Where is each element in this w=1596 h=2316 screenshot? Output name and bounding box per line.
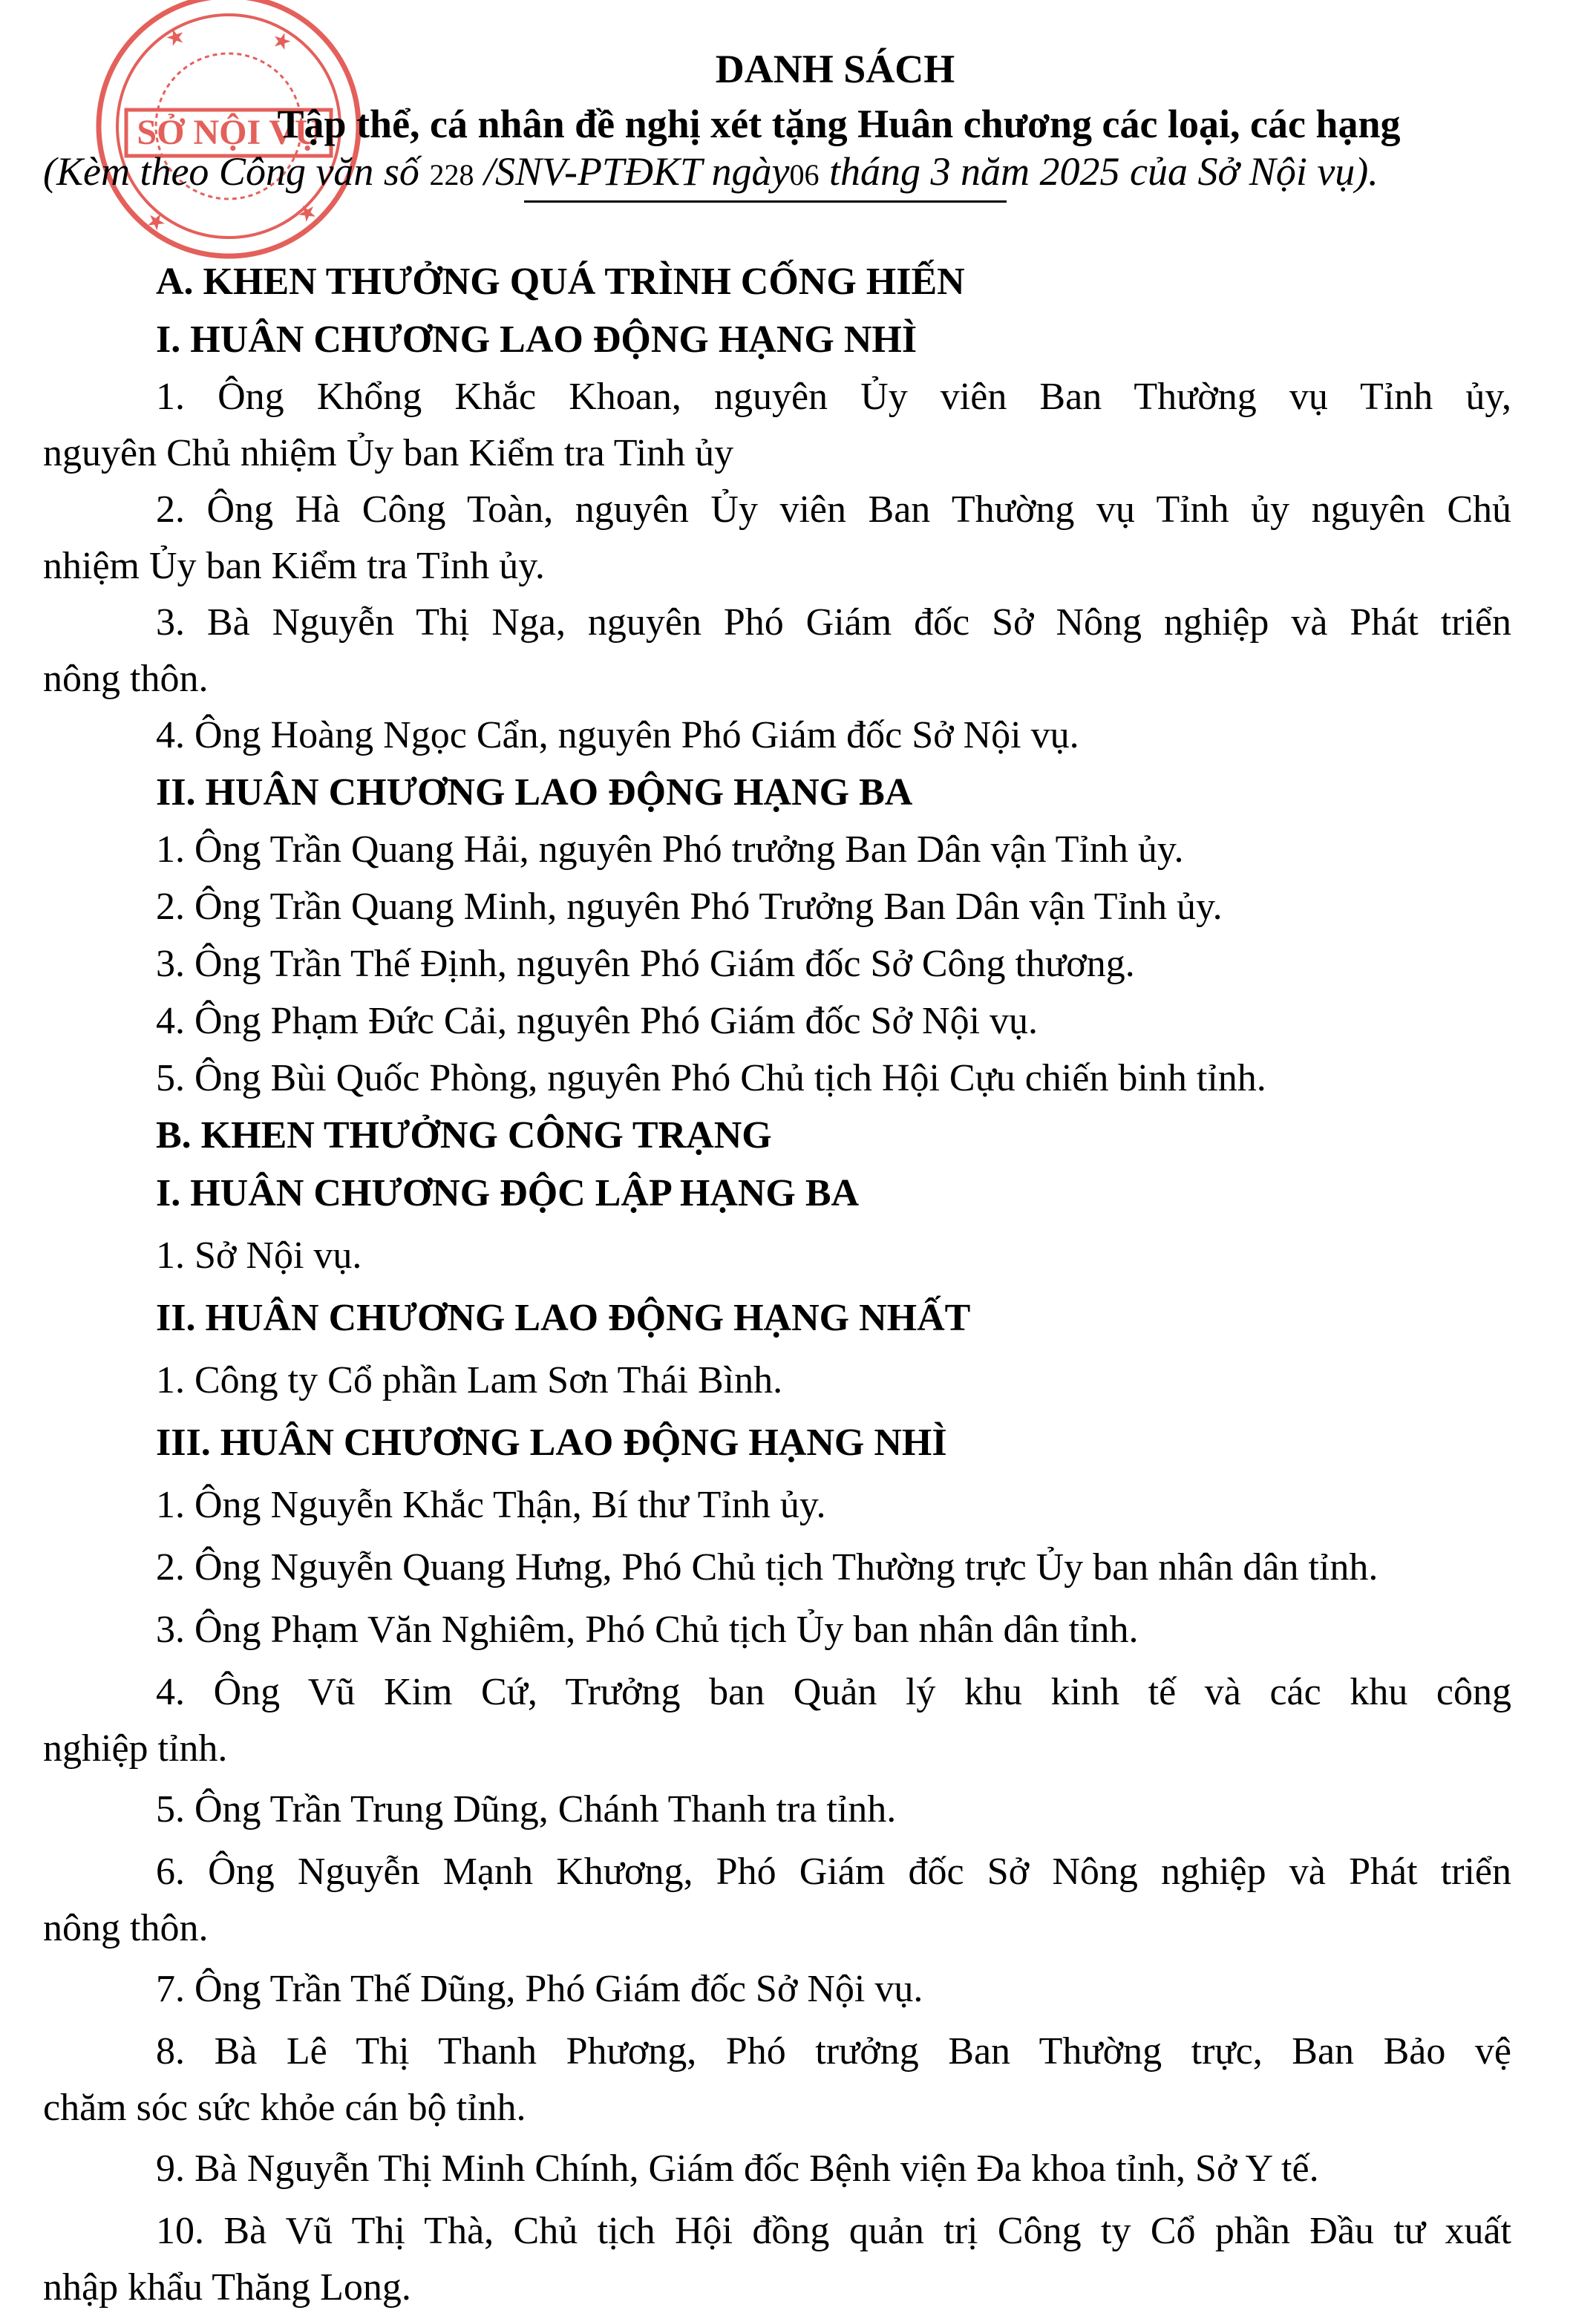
ref-number: 228 bbox=[429, 158, 474, 192]
svg-text:★: ★ bbox=[163, 24, 188, 50]
list-item-line: chăm sóc sức khỏe cán bộ tỉnh. bbox=[43, 2087, 526, 2129]
list-item: 5. Ông Trần Trung Dũng, Chánh Thanh tra tỉnh. bbox=[156, 1788, 897, 1831]
list-item: 3. Ông Phạm Văn Nghiêm, Phó Chủ tịch Ủy ban nhân dân tỉnh. bbox=[156, 1609, 1139, 1651]
svg-text:★: ★ bbox=[143, 208, 169, 235]
list-item-line: nhiệm Ủy ban Kiểm tra Tỉnh ủy. bbox=[43, 545, 545, 587]
list-item bbox=[43, 595, 1511, 707]
section-a-heading: A. KHEN THƯỞNG QUÁ TRÌNH CỐNG HIẾN bbox=[156, 261, 965, 303]
ref-code: /SNV-PTĐKT ngày bbox=[474, 149, 790, 194]
list-item: 1. Sở Nội vụ. bbox=[156, 1234, 362, 1277]
list-item-line: 3. Bà Nguyễn Thị Nga, nguyên Phó Giám đốc Sở Nông nghiệp và Phát triển bbox=[156, 601, 1511, 644]
ref-prefix: (Kèm theo Công văn số bbox=[43, 149, 430, 194]
list-item: 2. Ông Trần Quang Minh, nguyên Phó Trưởng Ban Dân vận Tỉnh ủy. bbox=[156, 886, 1223, 928]
section-a-ii-heading: II. HUÂN CHƯƠNG LAO ĐỘNG HẠNG BA bbox=[156, 771, 913, 814]
list-item: 9. Bà Nguyễn Thị Minh Chính, Giám đốc Bệnh viện Đa khoa tỉnh, Sở Y tế. bbox=[156, 2147, 1319, 2190]
list-item: 1. Ông Nguyễn Khắc Thận, Bí thư Tỉnh ủy. bbox=[156, 1484, 826, 1526]
list-item: 4. Ông Hoàng Ngọc Cẩn, nguyên Phó Giám đốc Sở Nội vụ. bbox=[156, 714, 1079, 756]
ref-day: 06 bbox=[789, 158, 820, 192]
list-item: 2. Ông Nguyễn Quang Hưng, Phó Chủ tịch Thường trực Ủy ban nhân dân tỉnh. bbox=[156, 1546, 1378, 1589]
list-item-line: nhập khẩu Thăng Long. bbox=[43, 2266, 411, 2309]
stamp-text: SỞ NỘI VỤ bbox=[137, 113, 321, 152]
list-item bbox=[43, 1664, 1511, 1777]
list-item-line: nông thôn. bbox=[43, 658, 209, 700]
list-item: 1. Ông Trần Quang Hải, nguyên Phó trưởng Ban Dân vận Tỉnh ủy. bbox=[156, 828, 1184, 871]
list-item bbox=[43, 2203, 1511, 2316]
list-item: 3. Ông Trần Thế Định, nguyên Phó Giám đốc Sở Công thương. bbox=[156, 943, 1135, 985]
list-item bbox=[43, 482, 1511, 595]
section-b-iii-heading: III. HUÂN CHƯƠNG LAO ĐỘNG HẠNG NHÌ bbox=[156, 1422, 947, 1464]
list-item bbox=[43, 369, 1511, 482]
document-subtitle: Tập thể, cá nhân đề nghị xét tặng Huân chương các loại, các hạng bbox=[277, 102, 1401, 146]
svg-text:★: ★ bbox=[270, 28, 294, 54]
list-item: 5. Ông Bùi Quốc Phòng, nguyên Phó Chủ tịch Hội Cựu chiến binh tỉnh. bbox=[156, 1057, 1266, 1099]
section-b-ii-heading: II. HUÂN CHƯƠNG LAO ĐỘNG HẠNG NHẤT bbox=[156, 1297, 971, 1339]
document-title: DANH SÁCH bbox=[715, 47, 955, 91]
section-b-i-heading: I. HUÂN CHƯƠNG ĐỘC LẬP HẠNG BA bbox=[156, 1172, 860, 1214]
ref-suffix: tháng 3 năm 2025 của Sở Nội vụ). bbox=[819, 149, 1378, 194]
list-item-line: 4. Ông Vũ Kim Cứ, Trưởng ban Quản lý khu kinh tế và các khu công bbox=[156, 1671, 1511, 1713]
list-item: 1. Công ty Cổ phần Lam Sơn Thái Bình. bbox=[156, 1359, 783, 1401]
list-item-line: 1. Ông Khổng Khắc Khoan, nguyên Ủy viên Ban Thường vụ Tỉnh ủy, bbox=[156, 376, 1511, 418]
list-item: 7. Ông Trần Thế Dũng, Phó Giám đốc Sở Nội vụ. bbox=[156, 1968, 923, 2010]
list-item-line: nguyên Chủ nhiệm Ủy ban Kiểm tra Tinh ủy bbox=[43, 432, 734, 474]
list-item-line: 8. Bà Lê Thị Thanh Phương, Phó trưởng Ban Thường trực, Ban Bảo vệ bbox=[156, 2030, 1511, 2073]
reference-line bbox=[43, 145, 1587, 201]
section-a-i-heading: I. HUÂN CHƯƠNG LAO ĐỘNG HẠNG NHÌ bbox=[156, 318, 918, 361]
list-item-line: 2. Ông Hà Công Toàn, nguyên Ủy viên Ban Thường vụ Tỉnh ủy nguyên Chủ bbox=[156, 488, 1511, 531]
svg-text:★: ★ bbox=[294, 199, 321, 227]
list-item-line: 6. Ông Nguyễn Mạnh Khương, Phó Giám đốc Sở Nông nghiệp và Phát triển bbox=[156, 1851, 1511, 1893]
ref-underline bbox=[524, 200, 1007, 203]
section-b-heading: B. KHEN THƯỞNG CÔNG TRẠNG bbox=[156, 1114, 772, 1157]
list-item: 4. Ông Phạm Đức Cải, nguyên Phó Giám đốc Sở Nội vụ. bbox=[156, 1000, 1039, 1042]
list-item-line: nông thôn. bbox=[43, 1907, 209, 1949]
list-item-line: 10. Bà Vũ Thị Thà, Chủ tịch Hội đồng quản trị Công ty Cổ phần Đầu tư xuất bbox=[156, 2210, 1511, 2252]
list-item bbox=[43, 2024, 1511, 2136]
list-item bbox=[43, 1844, 1511, 1957]
list-item-line: nghiệp tỉnh. bbox=[43, 1727, 228, 1770]
